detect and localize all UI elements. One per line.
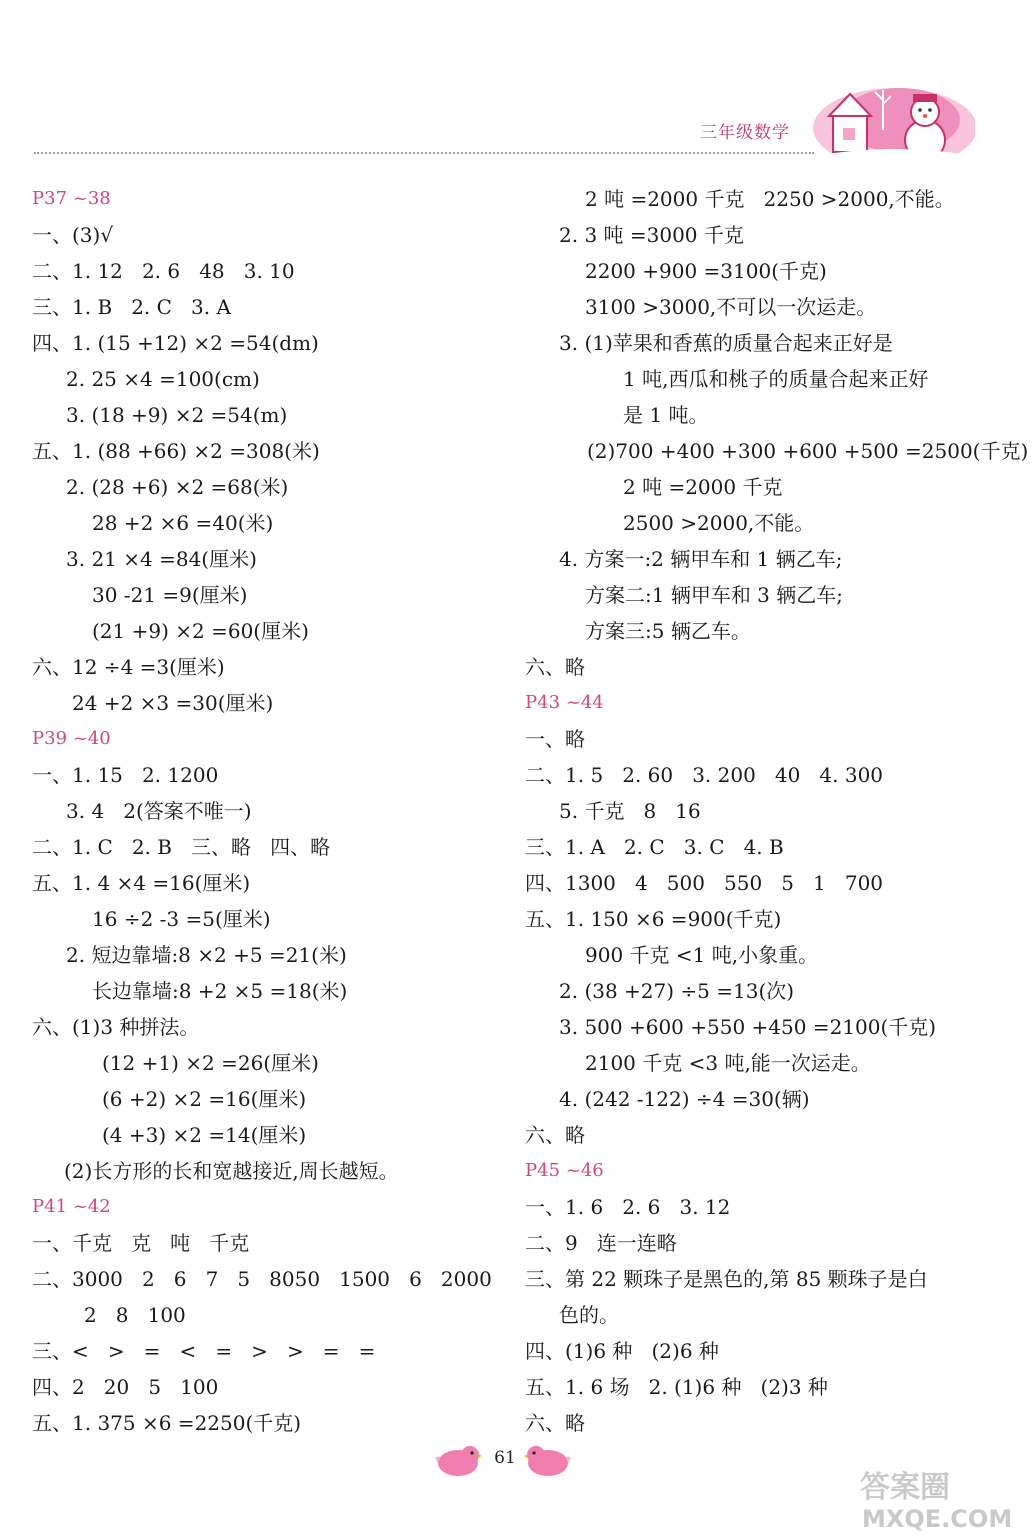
answer-line: 3. 21 ×4 =84(厘米) [66, 547, 257, 571]
answer-line: (21 +9) ×2 =60(厘米) [92, 619, 309, 643]
answer-line: 是 1 吨。 [623, 403, 709, 427]
answer-line: 六、(1)3 种拼法。 [32, 1015, 200, 1039]
answer-line: 2. (28 +6) ×2 =68(米) [66, 475, 289, 499]
answer-line: 一、略 [525, 727, 585, 751]
answer-line: 1 吨,西瓜和桃子的质量合起来正好 [623, 367, 929, 391]
page-header-title: 三年级数学 [700, 123, 790, 143]
answer-line: 三、1. B 2. C 3. A [32, 295, 231, 319]
section-heading: P39 ~40 [32, 728, 111, 749]
answer-line: 四、(1)6 种 (2)6 种 [525, 1339, 719, 1363]
answer-line: 一、千克 克 吨 千克 [32, 1231, 250, 1255]
answer-line: 方案三:5 辆乙车。 [585, 619, 751, 643]
answer-line: 三、1. A 2. C 3. C 4. B [525, 835, 784, 859]
answer-line: 一、(3)√ [32, 223, 114, 247]
answer-line: 3. 4 2(答案不唯一) [66, 799, 252, 823]
answer-line: 六、略 [525, 655, 585, 679]
answer-line: 4. 方案一:2 辆甲车和 1 辆乙车; [559, 547, 843, 571]
answer-line: 900 千克 <1 吨,小象重。 [585, 943, 819, 967]
answer-line: 四、1300 4 500 550 5 1 700 [525, 871, 884, 895]
answer-line: 色的。 [559, 1303, 619, 1327]
answer-line: 2500 >2000,不能。 [623, 511, 815, 535]
header-divider [34, 152, 814, 154]
answer-line: 四、2 20 5 100 [32, 1375, 219, 1399]
watermark-url: MXQE.COM [862, 1505, 1013, 1533]
answer-line: (6 +2) ×2 =16(厘米) [102, 1087, 307, 1111]
answer-line: 2 吨 =2000 千克 [623, 475, 783, 499]
left-bird-icon [430, 1441, 482, 1479]
section-heading: P45 ~46 [525, 1160, 604, 1181]
answer-line: 二、1. 5 2. 60 3. 200 40 4. 300 [525, 763, 884, 787]
answer-line: 2100 千克 <3 吨,能一次运走。 [585, 1051, 871, 1075]
answer-line: 六、略 [525, 1411, 585, 1435]
answer-line: 三、第 22 颗珠子是黑色的,第 85 颗珠子是白 [525, 1267, 928, 1291]
answer-line: 2. 25 ×4 =100(cm) [66, 367, 260, 391]
answer-line: 五、1. 150 ×6 =900(千克) [525, 907, 782, 931]
right-answer-column [525, 181, 1029, 1441]
answer-line: 24 +2 ×3 =30(厘米) [72, 691, 274, 715]
answer-line: 3100 >3000,不可以一次运走。 [585, 295, 877, 319]
snowman-illustration-icon [805, 70, 975, 170]
answer-line: 六、略 [525, 1123, 585, 1147]
answer-line: 16 ÷2 -3 =5(厘米) [92, 907, 271, 931]
left-answer-column [32, 181, 502, 1441]
answer-line: 28 +2 ×6 =40(米) [92, 511, 274, 535]
answer-line: 5. 千克 8 16 [559, 799, 701, 823]
answer-line: 五、1. 6 场 2. (1)6 种 (2)3 种 [525, 1375, 828, 1399]
answer-line: 2. 3 吨 =3000 千克 [559, 223, 744, 247]
answer-line: 30 -21 =9(厘米) [92, 583, 248, 607]
answer-line: 2. 短边靠墙:8 ×2 +5 =21(米) [66, 943, 347, 967]
answer-line: 一、1. 15 2. 1200 [32, 763, 219, 787]
answer-line: 4. (242 -122) ÷4 =30(辆) [559, 1087, 810, 1111]
section-heading: P43 ~44 [525, 692, 604, 713]
answer-line: 一、1. 6 2. 6 3. 12 [525, 1195, 731, 1219]
answer-line: 二、1. C 2. B 三、略 四、略 [32, 835, 331, 859]
answer-line: 2. (38 +27) ÷5 =13(次) [559, 979, 795, 1003]
answer-line: 2200 +900 =3100(千克) [585, 259, 827, 283]
answer-line: 长边靠墙:8 +2 ×5 =18(米) [92, 979, 348, 1003]
answer-line: 四、1. (15 +12) ×2 =54(dm) [32, 331, 319, 355]
answer-line: 2 8 100 [84, 1303, 186, 1327]
answer-line: 五、1. (88 +66) ×2 =308(米) [32, 439, 320, 463]
page-number: 61 [494, 1448, 516, 1468]
answer-line: (2)长方形的长和宽越接近,周长越短。 [64, 1159, 399, 1183]
answer-line: 方案二:1 辆甲车和 3 辆乙车; [585, 583, 843, 607]
section-heading: P41 ~42 [32, 1196, 111, 1217]
answer-line: 五、1. 4 ×4 =16(厘米) [32, 871, 251, 895]
answer-line: (2)700 +400 +300 +600 +500 =2500(千克) [587, 439, 1029, 463]
answer-line: 六、12 ÷4 =3(厘米) [32, 655, 225, 679]
site-watermark-logo [850, 1465, 1030, 1535]
answer-line: 3. (1)苹果和香蕉的质量合起来正好是 [559, 331, 893, 355]
section-heading: P37 ~38 [32, 188, 111, 209]
answer-line: (4 +3) ×2 =14(厘米) [102, 1123, 307, 1147]
answer-line: 3. 500 +600 +550 +450 =2100(千克) [559, 1015, 937, 1039]
answer-line: 3. (18 +9) ×2 =54(m) [66, 403, 288, 427]
answer-line: 二、1. 12 2. 6 48 3. 10 [32, 259, 295, 283]
answer-line: (12 +1) ×2 =26(厘米) [102, 1051, 319, 1075]
right-bird-icon [524, 1441, 576, 1479]
answer-line: 二、3000 2 6 7 5 8050 1500 6 2000 [32, 1267, 492, 1291]
answer-line: 2 吨 =2000 千克 2250 >2000,不能。 [585, 187, 955, 211]
answer-line: 二、9 连一连略 [525, 1231, 677, 1255]
answer-line: 三、< > = < = > > = = [32, 1339, 376, 1363]
answer-line: 五、1. 375 ×6 =2250(千克) [32, 1411, 302, 1435]
watermark-brand: 答案圈 [860, 1470, 950, 1505]
